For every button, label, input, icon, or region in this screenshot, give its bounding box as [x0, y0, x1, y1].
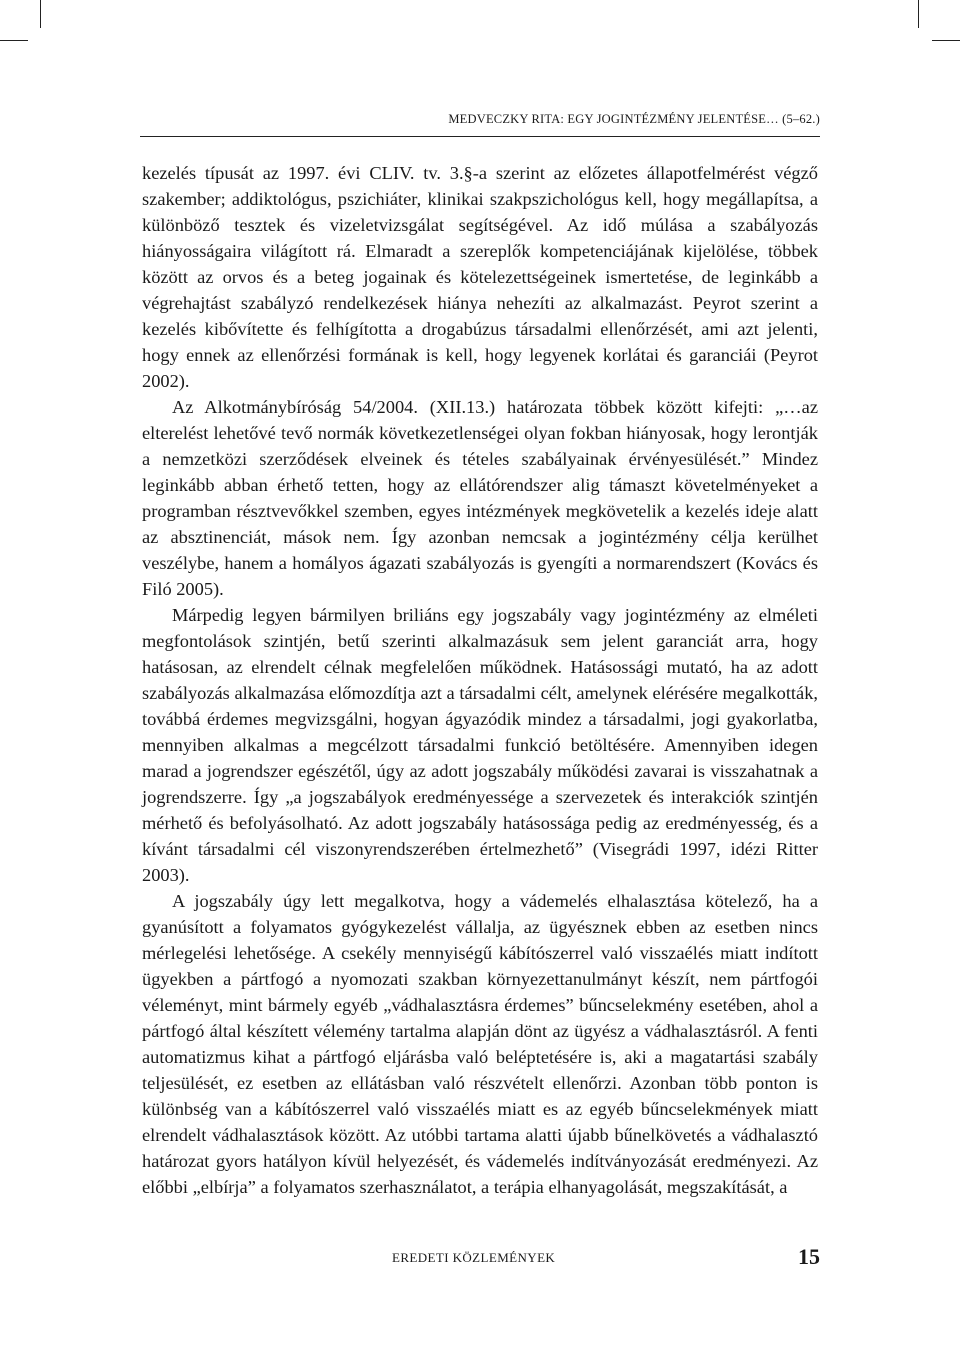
body-text [142, 160, 818, 1200]
paragraph: kezelés típusát az 1997. évi CLIV. tv. 3.§-a szerint az előzetes állapotfelmérést végző szakember; addiktológus, pszichiáter, klinikai szakpszichológus kell, hogy megállapítsa, a különböző tesztek és vizeletvizsgálat segítségével. Az idő múlása a szabályozás hiányosságaira világított rá. Elmaradt a szereplők kompetenciájának kijelölése, többek között az orvos és a beteg jogainak és kötelezettségeinek ismertetése, de leginkább a végrehajtást szabályzó rendelkezések hiánya nehezíti az alkalmazást. Peyrot szerint a kezelés kibővítette és felhígította a drogabúzus társadalmi ellenőrzését, ami azt jelenti, hogy ennek az ellenőrzési formának is kell, hogy legyenek korlátai és garanciái (Peyrot 2002). [142, 163, 818, 391]
crop-mark [932, 40, 960, 41]
page-footer [140, 1244, 820, 1272]
paragraph: A jogszabály úgy lett megalkotva, hogy a vádemelés elhalasztása kötelező, ha a gyanúsított a folyamatos gyógykezelést vállalja, az ügyésznek ebben az esetben nincs mérlegelési lehetősége. A csekély mennyiségű kábítószerrel való visszaélés miatt indított ügyekben a pártfogó a nyomozati szakban környezettanulmányt készít, nem pártfogói véleményt, mint bármely egyéb „vádhalasztásra érdemes” bűncselekmény esetében, ahol a pártfogó által készített vélemény tartalma alapján dönt az ügyész a vádhalasztásról. A fenti automatizmus kihat a pártfogó eljárásba való beléptetésére is, aki a magatartási szabály teljesülését, ez esetben az ellátásban való részvételt ellenőrzi. Azonban több ponton is különbség van a kábítószerrel való visszaélés miatt es az egyéb bűncselekmények miatt elrendelt vádhalasztások között. Az utóbbi tartama alatti újabb bűnelkövetés a vádhalasztó határozat gyors hatályon kívül helyezését, és vádemelés indítványozását eredményezi. Az előbbi „elbírja” a folyamatos szerhasználatot, a terápia elhanyagolását, megszakítását, a [142, 891, 818, 1197]
header-rule [140, 136, 820, 137]
section-label: EREDETI KÖZLEMÉNYEK [392, 1250, 556, 1265]
page-number: 15 [798, 1244, 820, 1269]
paragraph: Márpedig legyen bármilyen briliáns egy jogszabály vagy jogintézmény az elméleti megfontolások szintjén, betű szerinti alkalmazásuk sem jelent garanciát arra, hogy hatásosan, az elrendelt célnak megfelelően működnek. Hatásossági mutató, ha az adott szabályozás alkalmazása előmozdítja azt a társadalmi célt, amelynek elérésére megalkották, továbbá érdemes megvizsgálni, hogyan ágyazódik mindez a társadalmi, jogi gyakorlatba, mennyiben alkalmas a megcélzott társadalmi funkció betöltésére. Amennyiben idegen marad a jogrendszer egészétől, úgy az adott jogszabály működési zavarai is visszahatnak a jogrendszerre. Így „a jogszabályok eredményessége a szervezetek és interakciók szintjén mérhető és befolyásolható. Az adott jogszabály hatásossága pedig az eredményesség, és a kívánt társadalmi cél viszonyrendszerében értelmezhető” (Visegrádi 1997, idézi Ritter 2003). [142, 605, 818, 885]
running-head: MEDVECZKY RITA: EGY JOGINTÉZMÉNY JELENTÉSE… (5–62.) [448, 112, 820, 126]
crop-mark [918, 0, 919, 28]
crop-mark [0, 40, 28, 41]
crop-mark [40, 0, 41, 28]
paragraph: Az Alkotmánybíróság 54/2004. (XII.13.) határozata többek között kifejti: „…az elterelést lehetővé tevő normák következetlenségei olyan fokban hiányosak, hogy lerontják a nemzetközi szerződések elveinek és tételes szabályainak érvényesülését.” Mindez leginkább abban érhető tetten, hogy az ellátórendszer alig támaszt követelményeket a programban résztvevőkkel szemben, egyes intézmények megkövetelik a kezelés ideje alatt az absztinenciát, mások nem. Így azonban nemcsak a jogintézmény célja kerülhet veszélybe, hanem a homályos ágazati szabályozás is gyengíti a normarendszert (Kovács és Filó 2005). [142, 397, 818, 599]
